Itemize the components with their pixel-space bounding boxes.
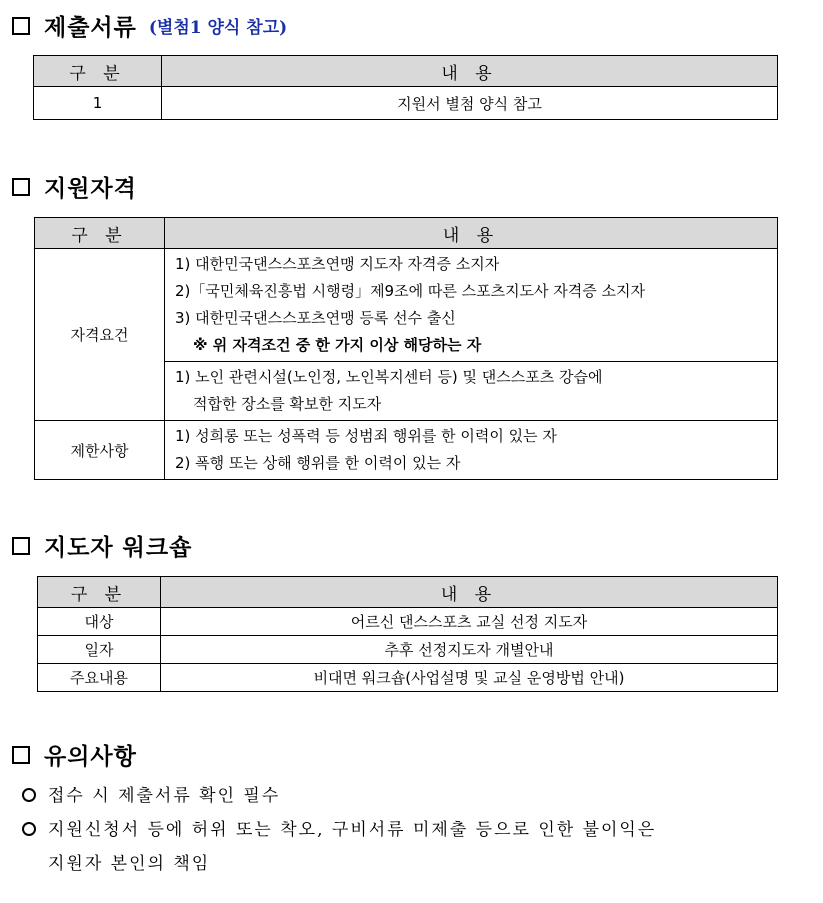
header-content: 내 용 (161, 577, 778, 608)
workshop-row-label: 대상 (38, 608, 161, 636)
section-docs-header (12, 9, 287, 42)
requirement-item: 2)「국민체육진흥법 시행령」제9조에 따른 스포츠지도사 자격증 소지자 (175, 282, 646, 300)
requirements-group-2 (165, 362, 778, 421)
header-category: 구 분 (38, 577, 161, 608)
section-title: 지원자격 (44, 176, 137, 202)
notice-item-continued (48, 849, 210, 874)
requirement-item: 3) 대한민국댄스스포츠연맹 등록 선수 출신 (175, 309, 456, 327)
workshop-row-label: 일자 (38, 636, 161, 664)
restriction-item: 2) 폭행 또는 상해 행위를 한 이력이 있는 자 (175, 454, 461, 472)
notice-item (22, 781, 280, 806)
notice-text: 지원자 본인의 책임 (48, 854, 211, 874)
notice-text: 접수 시 제출서류 확인 필수 (48, 786, 281, 806)
docs-row-content: 지원서 별첨 양식 참고 (162, 87, 778, 120)
docs-row-number: 1 (34, 87, 162, 120)
workshop-row-content: 어르신 댄스스포츠 교실 선정 지도자 (161, 608, 778, 636)
header-content: 내 용 (165, 218, 778, 249)
restrictions-list (165, 421, 778, 480)
checkbox-square-icon (12, 178, 30, 196)
section-qual-header (12, 170, 137, 203)
restriction-item: 1) 성희롱 또는 성폭력 등 성범죄 행위를 한 이력이 있는 자 (175, 427, 557, 445)
workshop-table (37, 576, 778, 692)
header-category: 구 분 (35, 218, 165, 249)
header-category: 구 분 (34, 56, 162, 87)
circle-bullet-icon (22, 788, 36, 802)
checkbox-square-icon (12, 537, 30, 555)
checkbox-square-icon (12, 746, 30, 764)
notice-item (22, 815, 656, 840)
requirement-note: ※ 위 자격조건 중 한 가지 이상 해당하는 자 (193, 336, 482, 354)
qualification-table (34, 217, 778, 480)
requirement-item: 1) 대한민국댄스스포츠연맹 지도자 자격증 소지자 (175, 255, 500, 273)
docs-table (33, 55, 778, 120)
workshop-row-content: 비대면 워크숍(사업설명 및 교실 운영방법 안내) (161, 664, 778, 692)
section-subtitle: (별첨1 양식 참고) (148, 18, 288, 38)
notice-text: 지원신청서 등에 허위 또는 착오, 구비서류 미제출 등으로 인한 불이익은 (48, 820, 657, 840)
section-title: 지도자 워크숍 (44, 535, 193, 561)
section-workshop-header (12, 529, 192, 562)
restrictions-label: 제한사항 (35, 421, 165, 480)
requirements-label: 자격요건 (35, 249, 165, 421)
section-title: 유의사항 (44, 744, 137, 770)
section-notice-header (12, 738, 137, 771)
header-content: 내 용 (162, 56, 778, 87)
requirements-group-1 (165, 249, 778, 362)
section-title: 제출서류 (44, 15, 137, 41)
circle-bullet-icon (22, 822, 36, 836)
checkbox-square-icon (12, 17, 30, 35)
requirement-item-continued: 적합한 장소를 확보한 지도자 (193, 395, 382, 413)
requirement-item: 1) 노인 관련시설(노인정, 노인복지센터 등) 및 댄스스포츠 강습에 (175, 368, 603, 386)
workshop-row-content: 추후 선정지도자 개별안내 (161, 636, 778, 664)
workshop-row-label: 주요내용 (38, 664, 161, 692)
